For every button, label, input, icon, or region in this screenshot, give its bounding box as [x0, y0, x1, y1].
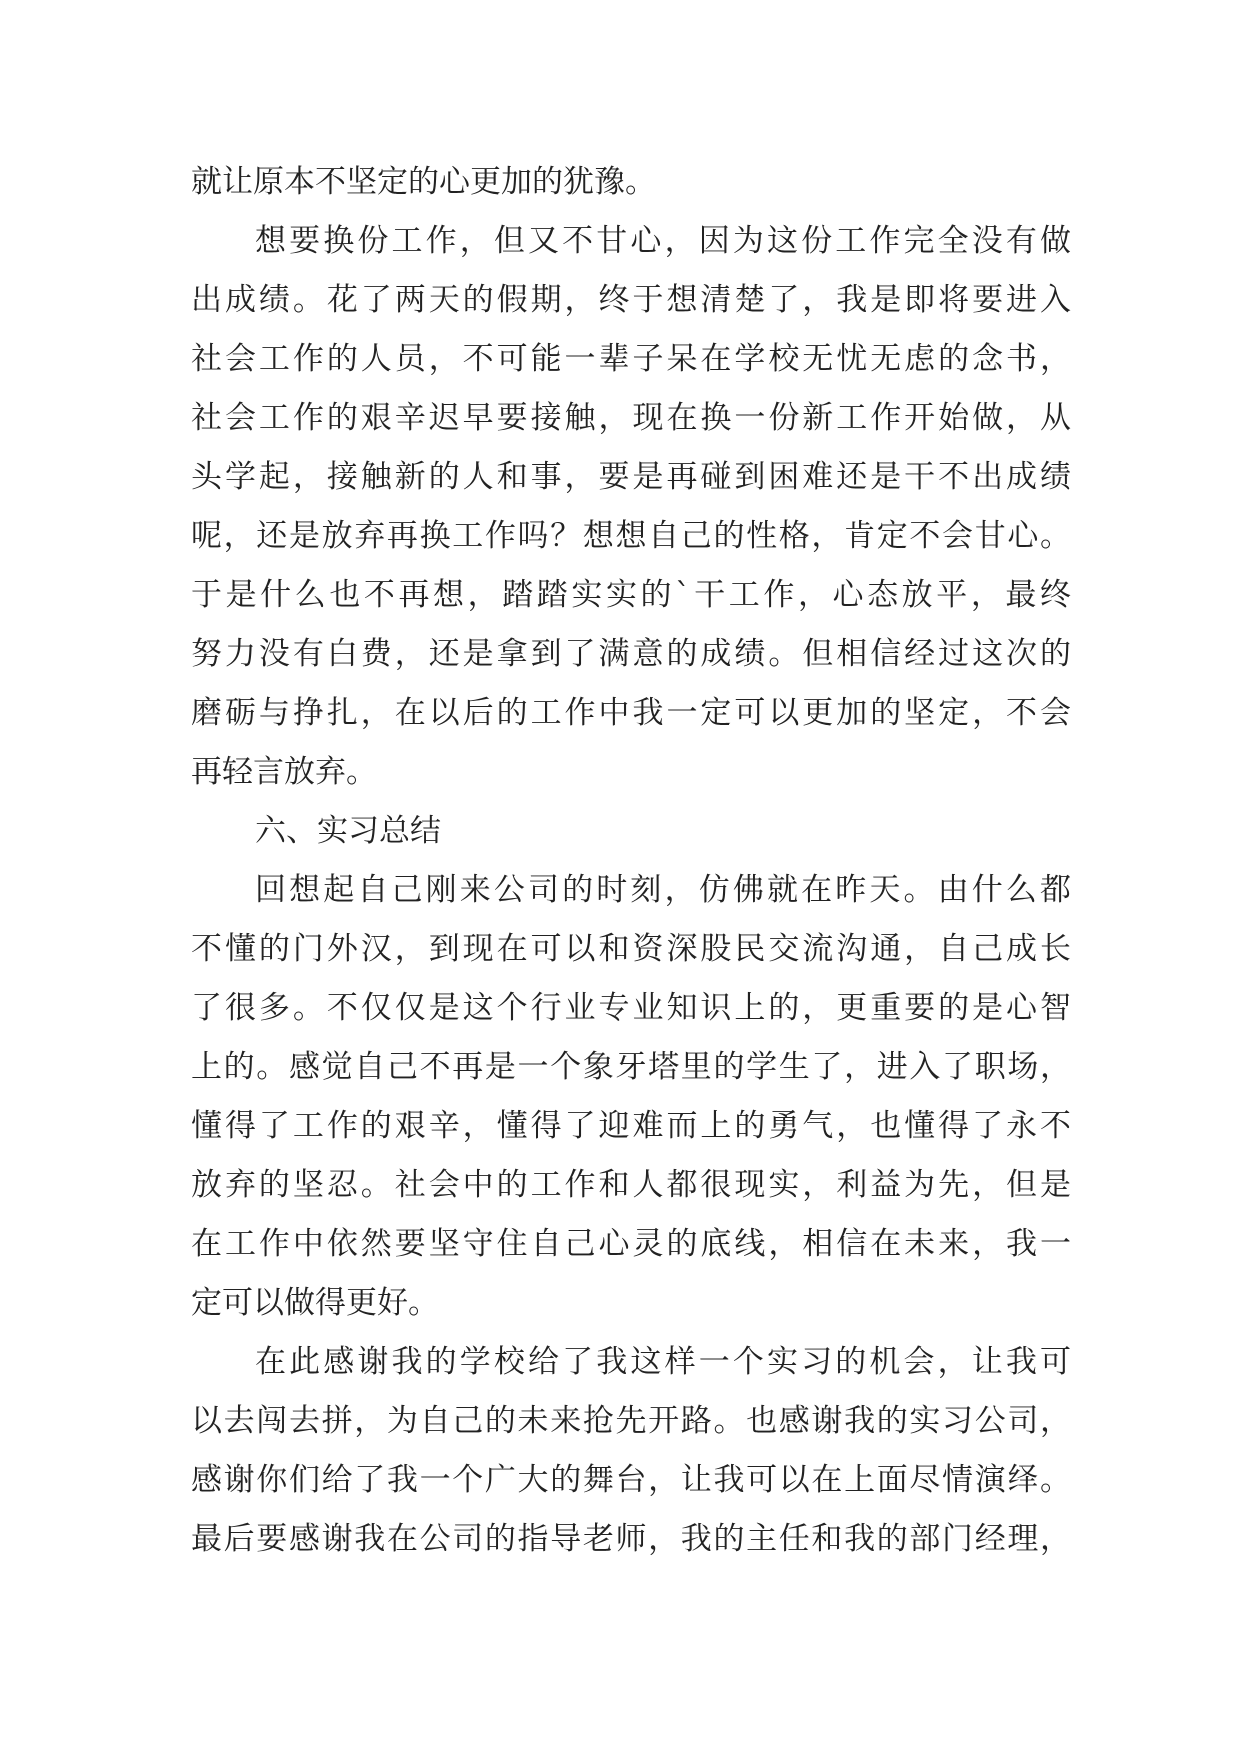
text-line: 于是什么也不再想，踏踏实实的`干工作，心态放平，最终	[191, 577, 1071, 613]
text-line: 感谢你们给了我一个广大的舞台，让我可以在上面尽情演绎。	[191, 1462, 1071, 1498]
text-line: 六、实习总结	[255, 813, 441, 849]
text-line: 头学起，接触新的人和事，要是再碰到困难还是干不出成绩	[191, 459, 1071, 495]
text-line: 在工作中依然要坚守住自己心灵的底线，相信在未来，我一	[191, 1226, 1071, 1262]
text-line: 懂得了工作的艰辛，懂得了迎难而上的勇气，也懂得了永不	[191, 1108, 1071, 1144]
text-line: 以去闯去拼，为自己的未来抢先开路。也感谢我的实习公司，	[191, 1403, 1071, 1439]
text-line: 磨砺与挣扎，在以后的工作中我一定可以更加的坚定，不会	[191, 695, 1071, 731]
text-line: 就让原本不坚定的心更加的犹豫。	[191, 164, 656, 200]
text-line: 努力没有白费，还是拿到了满意的成绩。但相信经过这次的	[191, 636, 1071, 672]
text-line: 了很多。不仅仅是这个行业专业知识上的，更重要的是心智	[191, 990, 1071, 1026]
text-line: 呢，还是放弃再换工作吗？想想自己的性格，肯定不会甘心。	[191, 518, 1071, 554]
document-body	[191, 153, 1071, 1569]
text-line: 上的。感觉自己不再是一个象牙塔里的学生了，进入了职场，	[191, 1049, 1071, 1085]
text-line: 想要换份工作，但又不甘心，因为这份工作完全没有做	[255, 223, 1071, 259]
text-line: 最后要感谢我在公司的指导老师，我的主任和我的部门经理，	[191, 1521, 1071, 1557]
text-line: 放弃的坚忍。社会中的工作和人都很现实，利益为先，但是	[191, 1167, 1071, 1203]
text-line: 定可以做得更好。	[191, 1285, 439, 1321]
text-line: 回想起自己刚来公司的时刻，仿佛就在昨天。由什么都	[255, 872, 1071, 908]
text-line: 社会工作的人员，不可能一辈子呆在学校无忧无虑的念书，	[191, 341, 1071, 377]
text-line: 出成绩。花了两天的假期，终于想清楚了，我是即将要进入	[191, 282, 1071, 318]
text-line: 再轻言放弃。	[191, 754, 377, 790]
text-line: 在此感谢我的学校给了我这样一个实习的机会，让我可	[255, 1344, 1071, 1380]
text-line: 不懂的门外汉，到现在可以和资深股民交流沟通，自己成长	[191, 931, 1071, 967]
text-line: 社会工作的艰辛迟早要接触，现在换一份新工作开始做，从	[191, 400, 1071, 436]
